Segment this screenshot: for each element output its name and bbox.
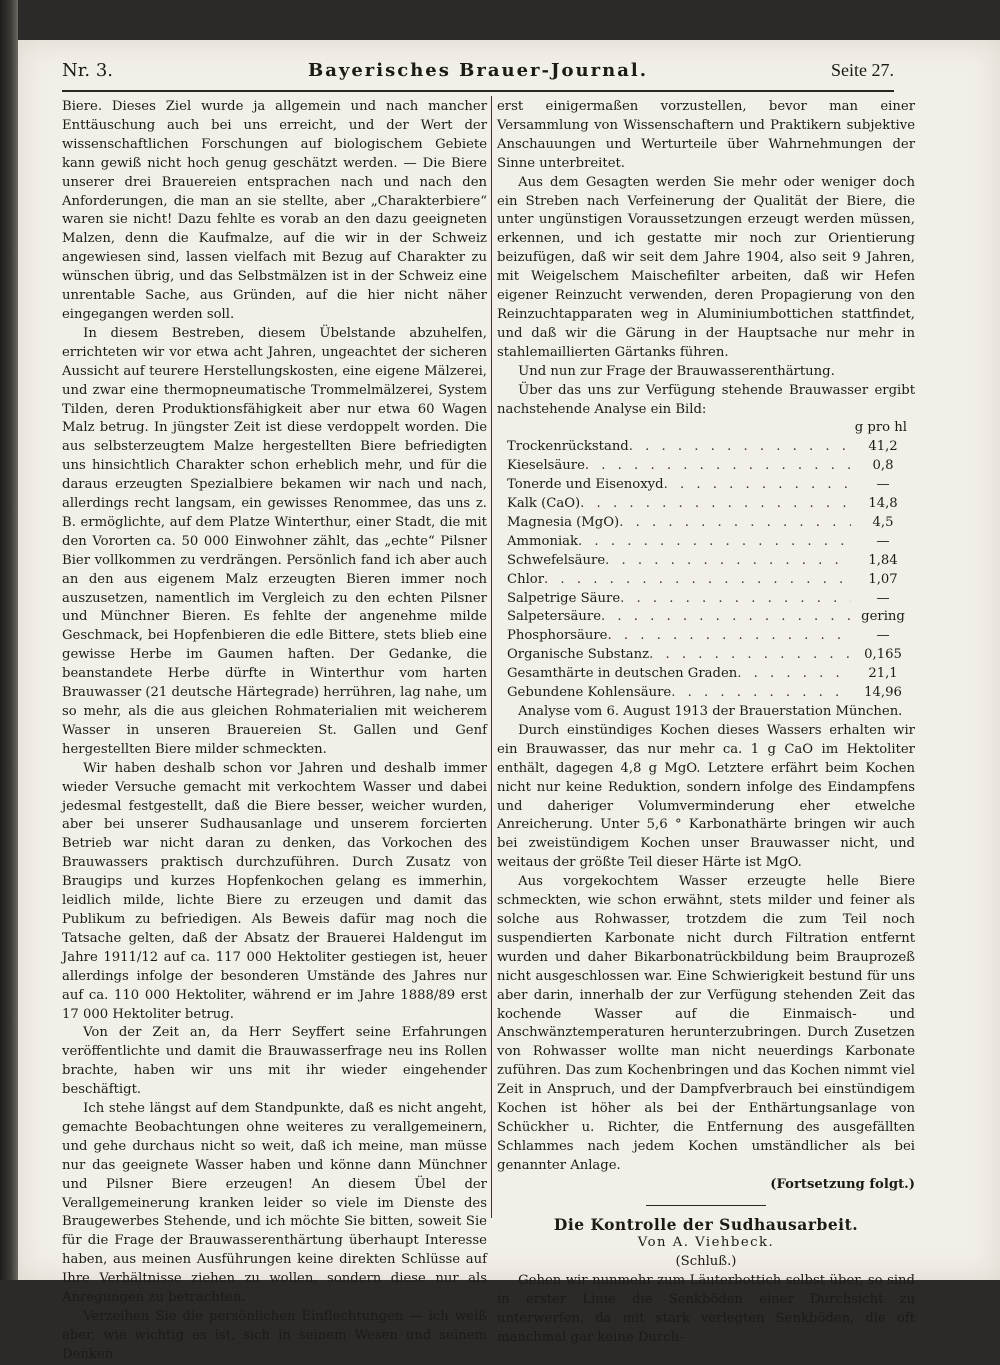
analysis-value: 0,8 [872,458,894,474]
analysis-label: Trockenrückstand [507,439,629,455]
water-analysis-table [497,419,915,722]
paragraph: Durch einstündiges Kochen dieses Wassers erhalten wir ein Brauwasser, das nur mehr ca. 1 g CaO im Hektoliter enthält, dagegen 4,8 g MgO. Letztere erfährt beim Kochen nicht nur keine Reduktion, sondern infolge des Eindampfens und daheriger Volumverminderung eher etwelche Anreicherung. Unter 5,6 ° Karbonathärte bringen wir auch bei zweistündigem Kochen unser Brauwasser nicht, und weitaus der größte Teil dieser Härte ist MgO. [497,722,915,871]
analysis-row [497,571,915,590]
leader-dots [737,665,851,684]
analysis-value: 1,07 [868,571,898,587]
analysis-label: Salpetrige Säure [507,590,621,606]
column-divider [491,96,492,1218]
analysis-row [497,533,915,552]
analysis-row [497,495,915,514]
analysis-value: 14,96 [864,685,902,701]
analysis-label: Schwefelsäure [507,552,606,568]
analysis-row [497,646,915,665]
paragraph: Über das uns zur Verfügung stehende Brauwasser ergibt nachstehende Analyse ein Bild: [497,382,915,417]
issue-number: Nr. 3. [62,60,113,81]
analysis-value: 41,2 [868,439,898,455]
analysis-value: gering [861,609,905,625]
analysis-label: Tonerde und Eisenoxyd [507,477,664,493]
analysis-row [497,457,915,476]
leader-dots [601,608,851,627]
leader-dots [580,495,851,514]
section-rule [646,1205,766,1206]
article-title: Die Kontrolle der Sudhausarbeit. [553,1214,859,1234]
paragraph: Aus vorgekochtem Wasser erzeugte helle Biere schmeckten, wie schon erwähnt, stets milder und feiner als solche aus Rohwasser, trotzdem die zum Teil noch suspendierten Karbonate nicht durch Filtration entfernt wurden und daher Bikarbonatrückbildung beim Brauprozeß nicht ausgeschlossen war. Eine Schwierigkeit bestund für uns aber darin, innerhalb der zur Verfügung stehenden Zeit das kochende Wasser auf die Einmaisch- und Anschwänztemperaturen herunterzubringen. Durch Zusetzen von Rohwasser wollte man nicht neuerdings Karbonate zuführen. Das zum Kochenbringen und das Kochen nimmt viel Zeit in Anspruch, und der Dampfverbrauch bei einstündigem Kochen ist höher als bei der Enthärtungsanlage von Schückher u. Richter, die Entfernung des ausgefällten Schlammes nach jedem Kochen umständlicher als bei genannter Anlage. [497,874,915,1173]
leader-dots [607,627,851,646]
analysis-row [497,438,915,457]
journal-title: Bayerisches Brauer-Journal. [308,60,648,81]
leader-dots [620,590,851,609]
analysis-unit: g pro hl [854,420,907,436]
analysis-value: 14,8 [868,496,898,512]
analysis-label: Gesamthärte in deutschen Graden [507,666,738,682]
paragraph: Und nun zur Frage der Brauwasserenthärtung. [518,363,835,379]
paragraph: erst einigermaßen vorzustellen, bevor man einer Versammlung von Wissenschaftern und Praktikern subjektive Anschauungen und Werturteile über Wahrnehmungen der Sinne unterbreitet. [497,99,915,171]
left-column [62,98,487,1365]
right-column [497,98,915,1348]
page-header [62,60,894,90]
analysis-row [497,552,915,571]
paragraph: Aus dem Gesagten werden Sie mehr oder weniger doch ein Streben nach Verfeinerung der Qualität der Biere, die unter ungünstigen Voraussetzungen erzeugt werden müssen, erkennen, und ich gestatte mir noch zur Orientierung beizufügen, daß wir seit dem Jahre 1904, also seit 9 Jahren, mit Weigelschem Maischefilter arbeiten, daß wir Hefen eigener Reinzucht verwenden, deren Propagierung von den Reinzuchtapparaten weg in Aluminiumbottichen stattfindet, und daß wir die Gärung in der Hauptsache nur mehr in stahlemaillierten Gärtanks führen. [497,174,915,360]
analysis-label: Magnesia (MgO) [507,514,620,530]
article-author: Von A. Viehbeck. [637,1235,775,1251]
analysis-row [497,627,915,646]
leader-dots [629,438,851,457]
analysis-label: Chlor [507,571,545,587]
analysis-note: Analyse vom 6. August 1913 der Brauerstation München. [518,704,903,719]
analysis-value: 21,1 [868,666,898,682]
analysis-label: Salpetersäure [507,609,601,625]
analysis-row [497,514,915,533]
analysis-value: — [876,590,890,606]
analysis-value: 0,165 [864,647,902,663]
paragraph: Von der Zeit an, da Herr Seyffert seine Erfahrungen veröffentlichte und damit die Brauwasserfrage neu ins Rollen brachte, haben wir uns mit ihr wieder eingehender beschäftigt. [62,1025,487,1098]
analysis-label: Kieselsäure [507,458,585,474]
paragraph: Wir haben deshalb schon vor Jahren und deshalb immer wieder Versuche gemacht mit verkochtem Wasser und dabei jedesmal festgestellt, daß die Biere besser, weicher wurden, aber bei unserer Sudhausanlage und unserem forcierten Betrieb war nicht daran zu denken, das Vorkochen des Brauwassers praktisch durchzuführen. Durch Zusatz von Braugips und kurzes Hopfenkochen gelang es immerhin, leidlich milde, lichte Biere zu erzeugen und damit das Publikum zu befriedigen. Als Beweis dafür mag noch die Tatsache gelten, daß der Absatz der Brauerei Haldengut im Jahre 1911/12 auf ca. 117 000 Hektoliter gestiegen ist, heuer allerdings infolge der besonderen Umstände des Jahres nur auf ca. 110 000 Hektoliter, während er im Jahre 1888/89 erst 17 000 Hektoliter betrug. [62,760,487,1022]
analysis-label: Gebundene Kohlensäure [507,685,672,701]
leader-dots [585,457,851,476]
leader-dots [544,571,851,590]
leader-dots [664,476,851,495]
analysis-value: — [876,477,890,493]
leader-dots [671,684,851,703]
paragraph: Biere. Dieses Ziel wurde ja allgemein und nach mancher Enttäuschung auch bei uns erreicht, und der Wert der wissenschaftlichen Forschungen auf biologischem Gebiete kann gewiß nicht hoch genug geschätzt werden. — Die Biere unserer drei Brauereien entsprachen nach und nach den Anforderungen, die man an sie stellte, aber „Charakterbiere“ waren sie nicht! Dazu fehlte es vorab an den dazu geeigneten Malzen, denn die Kaufmalze, auf die wir in der Schweiz angewiesen sind, lassen vielfach mit Bezug auf Charakter zu wünschen übrig, und das Selbstmälzen ist in der Schweiz eine unrentable Sache, aus Gründen, auf die hier nicht näher eingegangen werden soll. [62,99,487,322]
analysis-row [497,476,915,495]
analysis-value: 1,84 [868,552,898,568]
analysis-value: — [876,628,890,644]
leader-dots [578,533,851,552]
continued-note: (Fortsetzung folgt.) [770,1176,915,1192]
analysis-label: Organische Substanz [507,647,650,663]
paragraph: Ich stehe längst auf dem Standpunkte, daß es nicht angeht, gemachte Beobachtungen ohne weiteres zu verallgemeinern, und gehe durchaus nicht so weit, daß ich meine, man müsse nur das geeignete Wasser haben und könne dann Münchner und Pilsner Biere erzeugen! An diesem Übel der Verallgemeinerung kranken leider so viele im Dienste des Braugewerbes Stehende, und ich möchte Sie bitten, soweit Sie für die Frage der Brauwasserenthärtung überhaupt Interesse haben, aus meinen Ausführungen keine direkten Schlüsse auf Ihre Verhältnisse ziehen zu wollen, sondern diese nur als Anregungen zu betrachten. [62,1101,487,1306]
paragraph: Verzeihen Sie die persönlichen Einflechtungen — ich weiß aber, wie wichtig es ist, sich in seinem Wesen und seinem Denken [62,1309,487,1362]
page-number: Seite 27. [831,60,894,80]
analysis-label: Ammoniak [507,533,579,549]
leader-dots [649,646,851,665]
analysis-label: Kalk (CaO) [507,496,581,512]
analysis-row [497,684,915,703]
paragraph: Gehen wir nunmehr zum Läuterbottich selbst über, so sind in erster Linie die Senkböden einer Durchsicht zu unterwerfen, da mit stark verlegten Senkböden, die oft manchmal gar keine Durch- [497,1273,915,1345]
analysis-row [497,665,915,684]
analysis-row [497,590,915,609]
analysis-row [497,608,915,627]
leader-dots [619,514,851,533]
analysis-value: 4,5 [872,514,894,530]
analysis-label: Phosphorsäure [507,628,608,644]
leader-dots [605,552,851,571]
paragraph: In diesem Bestreben, diesem Übelstande abzuhelfen, errichteten wir vor etwa acht Jahren, ungeachtet der sicheren Aussicht auf teurere Herstellungskosten, eine eigene Mälzerei, und zwar eine thermopneumatische Trommelmälzerei, System Tilden, deren Produktionsfähigkeit aber nur etwa 60 Wagen Malz betrug. In jüngster Zeit ist diese verdoppelt worden. Die aus selbsterzeugtem Malze hergestellten Biere befriedigten uns hinsichtlich Charakter schon erheblich mehr, und für die daraus erzeugten Spezialbiere bekamen wir nach und nach, allerdings recht langsam, ein gewisses Renommee, das uns z. B. ermöglichte, auf dem Platze Winterthur, einer Stadt, die mit den Vororten ca. 50 000 Einwohner zählt, das „echte“ Pilsner Bier vollkommen zu verdrängen. Persönlich fand ich aber auch an den aus eigenem Malz erzeugten Bieren immer noch auszusetzen, namentlich im Vergleich zu den echten Pilsner und Münchner Bieren. Es fehlte der angenehme milde Geschmack, bei Hopfenbieren die edle Bittere, stets blieb eine gewisse Herbe im Gaumen haften. Der Gedanke, die beanstandete Herbe dürfte in Winterthur vom harten Brauwasser (21 deutsche Härtegrade) herrühren, lag nahe, um so mehr, als die aus gleichen Rohmaterialien mit weicherem Wasser in unseren Brauereien St. Gallen und Genf hergestellten Biere milder schmeckten. [62,325,487,757]
header-rule [62,90,894,92]
analysis-value: — [876,533,890,549]
article-conclusion-note: (Schluß.) [675,1254,737,1270]
page-binding-edge [0,0,18,1280]
